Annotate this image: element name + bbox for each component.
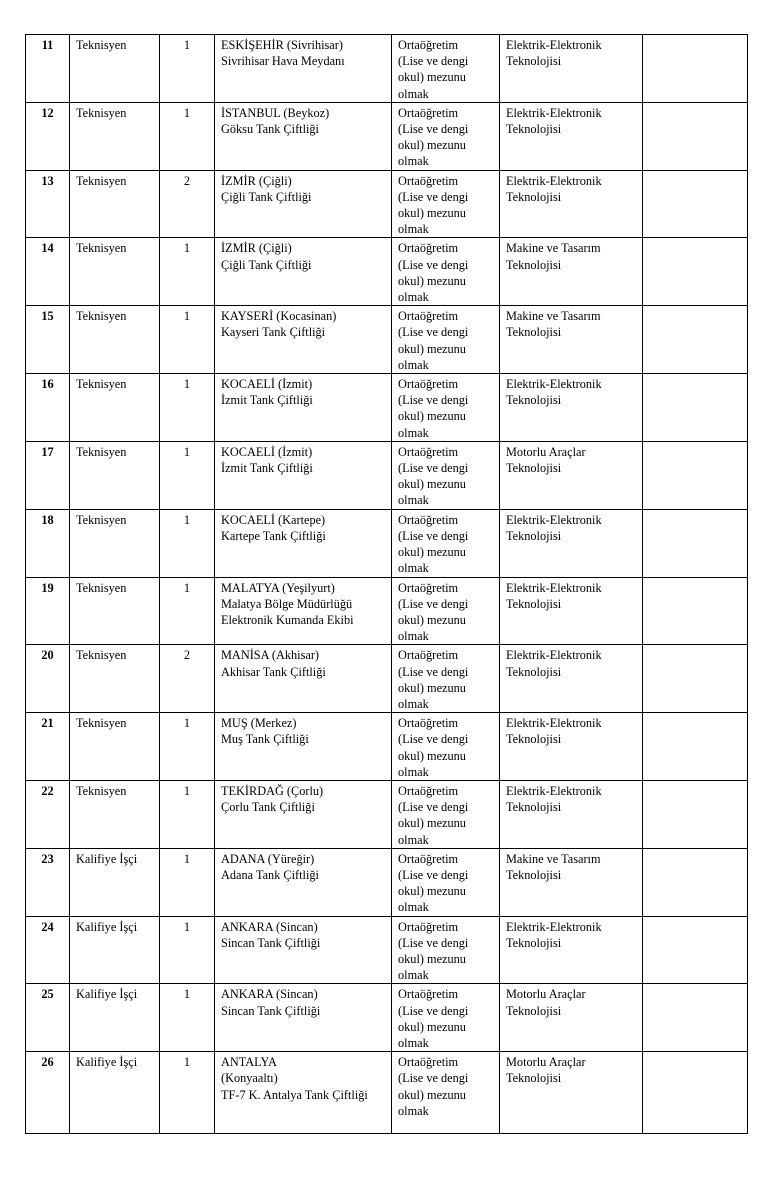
position-count-cell: 2 <box>160 170 215 238</box>
field-cell-line: Elektrik-Elektronik <box>506 38 602 52</box>
location-cell-line: Çiğli Tank Çiftliği <box>221 189 312 204</box>
location-cell-line: KOCAELİ (İzmit) <box>221 444 313 459</box>
field-cell-line: Elektrik-Elektronik <box>506 105 602 120</box>
position-count-cell: 1 <box>160 1052 215 1134</box>
education-cell-line: Ortaöğretim <box>398 919 459 934</box>
location-cell <box>215 102 392 170</box>
location-cell <box>215 238 392 306</box>
education-cell-line: Ortaöğretim <box>398 512 459 527</box>
location-cell-line: Göksu Tank Çiftliği <box>221 122 319 137</box>
education-cell-line: (Lise ve dengi <box>398 867 469 882</box>
location-cell-line: Malatya Bölge Müdürlüğü <box>221 596 353 611</box>
field-cell-line: Teknolojisi <box>506 732 562 747</box>
table-row <box>26 102 748 170</box>
location-cell-line: ANTALYA <box>221 1055 277 1070</box>
education-cell-line: (Lise ve dengi <box>398 189 469 204</box>
education-cell-line: Ortaöğretim <box>398 105 459 120</box>
row-number-cell: 25 <box>26 984 70 1052</box>
position-title-cell: Kalifiye İşçi <box>70 984 160 1052</box>
location-cell <box>215 306 392 374</box>
field-cell <box>500 645 643 713</box>
field-cell-line: Motorlu Araçlar <box>506 444 586 459</box>
education-cell <box>392 780 500 848</box>
location-cell-line: Sincan Tank Çiftliği <box>221 1003 321 1018</box>
field-cell-line: Elektrik-Elektronik <box>506 716 602 731</box>
field-cell <box>500 102 643 170</box>
field-cell <box>500 916 643 984</box>
location-cell-line: İZMİR (Çiğli) <box>221 241 292 256</box>
location-cell-line: İSTANBUL (Beykoz) <box>221 105 330 120</box>
position-count-cell: 1 <box>160 35 215 103</box>
field-cell-line: Elektrik-Elektronik <box>506 173 602 188</box>
education-cell-line: Ortaöğretim <box>398 716 459 731</box>
field-cell-line: Teknolojisi <box>506 1003 562 1018</box>
location-cell-line: Kartepe Tank Çiftliği <box>221 528 326 543</box>
education-cell-line: Ortaöğretim <box>398 38 459 52</box>
education-cell <box>392 713 500 781</box>
education-cell-line: (Lise ve dengi <box>398 800 469 815</box>
position-title-cell: Teknisyen <box>70 306 160 374</box>
field-cell-line: Makine ve Tasarım <box>506 241 601 256</box>
education-cell-line: okul) mezunu <box>398 816 466 831</box>
location-cell-line: ANKARA (Sincan) <box>221 919 318 934</box>
field-cell <box>500 780 643 848</box>
education-cell-line: olmak <box>398 832 429 847</box>
education-cell-line: olmak <box>398 764 429 779</box>
field-cell <box>500 509 643 577</box>
location-cell-line: Sincan Tank Çiftliği <box>221 935 321 950</box>
education-cell <box>392 509 500 577</box>
note-cell <box>643 509 748 577</box>
location-cell <box>215 1052 392 1134</box>
location-cell-line: ANKARA (Sincan) <box>221 987 318 1002</box>
education-cell <box>392 441 500 509</box>
education-cell-line: olmak <box>398 968 429 983</box>
table-row <box>26 645 748 713</box>
location-cell-line: MANİSA (Akhisar) <box>221 648 320 663</box>
row-number-cell: 24 <box>26 916 70 984</box>
education-cell <box>392 916 500 984</box>
education-cell-line: olmak <box>398 154 429 169</box>
education-cell-line: Ortaöğretim <box>398 1055 459 1070</box>
education-cell-line: olmak <box>398 1035 429 1050</box>
education-cell-line: okul) mezunu <box>398 477 466 492</box>
position-count-cell: 1 <box>160 238 215 306</box>
field-cell-line: Makine ve Tasarım <box>506 851 601 866</box>
positions-table <box>25 34 748 1134</box>
field-cell-line: Teknolojisi <box>506 393 562 408</box>
row-number-cell: 19 <box>26 577 70 645</box>
location-cell <box>215 170 392 238</box>
note-cell <box>643 848 748 916</box>
education-cell-line: (Lise ve dengi <box>398 1071 469 1086</box>
education-cell-line: olmak <box>398 1103 429 1118</box>
education-cell <box>392 645 500 713</box>
education-cell-line: okul) mezunu <box>398 951 466 966</box>
location-cell <box>215 848 392 916</box>
location-cell-line: İZMİR (Çiğli) <box>221 173 292 188</box>
note-cell <box>643 35 748 103</box>
note-cell <box>643 713 748 781</box>
location-cell <box>215 780 392 848</box>
position-title-cell: Teknisyen <box>70 577 160 645</box>
field-cell-line: Makine ve Tasarım <box>506 309 601 324</box>
position-count-cell: 1 <box>160 848 215 916</box>
position-title-cell: Teknisyen <box>70 374 160 442</box>
table-row <box>26 441 748 509</box>
row-number-cell: 16 <box>26 374 70 442</box>
table-row <box>26 306 748 374</box>
location-cell-line: TF-7 K. Antalya Tank Çiftliği <box>221 1087 368 1102</box>
location-cell-line: Adana Tank Çiftliği <box>221 867 319 882</box>
location-cell-line: Akhisar Tank Çiftliği <box>221 664 326 679</box>
field-cell <box>500 577 643 645</box>
table-row <box>26 1052 748 1134</box>
position-title-cell: Kalifiye İşçi <box>70 916 160 984</box>
row-number-cell: 13 <box>26 170 70 238</box>
location-cell <box>215 713 392 781</box>
education-cell-line: olmak <box>398 900 429 915</box>
education-cell-line: okul) mezunu <box>398 748 466 763</box>
row-number-cell: 11 <box>26 35 70 103</box>
note-cell <box>643 916 748 984</box>
field-cell <box>500 306 643 374</box>
education-cell-line: (Lise ve dengi <box>398 935 469 950</box>
field-cell <box>500 848 643 916</box>
table-row <box>26 713 748 781</box>
location-cell-line: KAYSERİ (Kocasinan) <box>221 309 337 324</box>
field-cell <box>500 1052 643 1134</box>
row-number-cell: 26 <box>26 1052 70 1134</box>
education-cell <box>392 848 500 916</box>
table-row <box>26 916 748 984</box>
education-cell-line: (Lise ve dengi <box>398 664 469 679</box>
education-cell-line: olmak <box>398 629 429 644</box>
field-cell <box>500 984 643 1052</box>
table-row <box>26 577 748 645</box>
location-cell-line: İzmit Tank Çiftliği <box>221 393 313 408</box>
education-cell-line: okul) mezunu <box>398 1087 466 1102</box>
education-cell-line: Ortaöğretim <box>398 783 459 798</box>
field-cell-line: Teknolojisi <box>506 800 562 815</box>
location-cell-line: ADANA (Yüreğir) <box>221 851 315 866</box>
location-cell-line: ESKİŞEHİR (Sivrihisar) <box>221 38 343 52</box>
note-cell <box>643 441 748 509</box>
location-cell <box>215 509 392 577</box>
education-cell-line: okul) mezunu <box>398 341 466 356</box>
field-cell <box>500 238 643 306</box>
location-cell-line: Elektronik Kumanda Ekibi <box>221 612 354 627</box>
field-cell-line: Teknolojisi <box>506 528 562 543</box>
location-cell-line: (Konyaaltı) <box>221 1071 278 1086</box>
table-body <box>26 35 748 1134</box>
note-cell <box>643 170 748 238</box>
position-count-cell: 1 <box>160 374 215 442</box>
table-row <box>26 238 748 306</box>
position-count-cell: 1 <box>160 916 215 984</box>
position-count-cell: 1 <box>160 577 215 645</box>
position-title-cell: Kalifiye İşçi <box>70 1052 160 1134</box>
table-row <box>26 780 748 848</box>
field-cell-line: Elektrik-Elektronik <box>506 512 602 527</box>
field-cell-line: Elektrik-Elektronik <box>506 919 602 934</box>
position-count-cell: 1 <box>160 102 215 170</box>
location-cell <box>215 577 392 645</box>
education-cell-line: (Lise ve dengi <box>398 596 469 611</box>
field-cell-line: Motorlu Araçlar <box>506 1055 586 1070</box>
education-cell-line: Ortaöğretim <box>398 444 459 459</box>
education-cell-line: okul) mezunu <box>398 273 466 288</box>
table-row <box>26 374 748 442</box>
position-title-cell: Teknisyen <box>70 780 160 848</box>
field-cell-line: Elektrik-Elektronik <box>506 648 602 663</box>
field-cell-line: Teknolojisi <box>506 1071 562 1086</box>
row-number-cell: 14 <box>26 238 70 306</box>
row-number-cell: 20 <box>26 645 70 713</box>
table-row <box>26 170 748 238</box>
education-cell <box>392 170 500 238</box>
note-cell <box>643 645 748 713</box>
education-cell-line: (Lise ve dengi <box>398 257 469 272</box>
position-count-cell: 1 <box>160 441 215 509</box>
note-cell <box>643 374 748 442</box>
location-cell <box>215 35 392 103</box>
location-cell-line: Kayseri Tank Çiftliği <box>221 325 326 340</box>
education-cell-line: (Lise ve dengi <box>398 1003 469 1018</box>
position-count-cell: 1 <box>160 306 215 374</box>
location-cell-line: Sivrihisar Hava Meydanı <box>221 54 345 69</box>
education-cell-line: olmak <box>398 561 429 576</box>
field-cell <box>500 170 643 238</box>
position-title-cell: Teknisyen <box>70 35 160 103</box>
location-cell-line: Çiğli Tank Çiftliği <box>221 257 312 272</box>
education-cell-line: Ortaöğretim <box>398 987 459 1002</box>
education-cell <box>392 577 500 645</box>
field-cell <box>500 713 643 781</box>
row-number-cell: 17 <box>26 441 70 509</box>
field-cell-line: Teknolojisi <box>506 257 562 272</box>
row-number-cell: 23 <box>26 848 70 916</box>
field-cell-line: Teknolojisi <box>506 122 562 137</box>
table-row <box>26 848 748 916</box>
table-row <box>26 984 748 1052</box>
education-cell-line: Ortaöğretim <box>398 851 459 866</box>
position-title-cell: Teknisyen <box>70 509 160 577</box>
education-cell-line: okul) mezunu <box>398 138 466 153</box>
location-cell-line: KOCAELİ (İzmit) <box>221 377 313 392</box>
education-cell-line: Ortaöğretim <box>398 309 459 324</box>
position-count-cell: 1 <box>160 984 215 1052</box>
field-cell-line: Teknolojisi <box>506 461 562 476</box>
field-cell-line: Teknolojisi <box>506 189 562 204</box>
education-cell-line: okul) mezunu <box>398 884 466 899</box>
field-cell <box>500 374 643 442</box>
position-count-cell: 1 <box>160 780 215 848</box>
note-cell <box>643 238 748 306</box>
field-cell <box>500 441 643 509</box>
education-cell-line: olmak <box>398 696 429 711</box>
field-cell-line: Teknolojisi <box>506 596 562 611</box>
note-cell <box>643 1052 748 1134</box>
field-cell-line: Motorlu Araçlar <box>506 987 586 1002</box>
row-number-cell: 22 <box>26 780 70 848</box>
position-title-cell: Teknisyen <box>70 645 160 713</box>
education-cell-line: olmak <box>398 425 429 440</box>
education-cell-line: okul) mezunu <box>398 409 466 424</box>
table-row <box>26 35 748 103</box>
field-cell-line: Teknolojisi <box>506 867 562 882</box>
education-cell-line: Ortaöğretim <box>398 580 459 595</box>
row-number-cell: 15 <box>26 306 70 374</box>
location-cell-line: Muş Tank Çiftliği <box>221 732 309 747</box>
field-cell-line: Teknolojisi <box>506 54 562 69</box>
field-cell-line: Teknolojisi <box>506 325 562 340</box>
location-cell-line: MALATYA (Yeşilyurt) <box>221 580 335 595</box>
education-cell-line: olmak <box>398 357 429 372</box>
position-title-cell: Teknisyen <box>70 713 160 781</box>
field-cell-line: Elektrik-Elektronik <box>506 377 602 392</box>
field-cell-line: Elektrik-Elektronik <box>506 783 602 798</box>
position-count-cell: 1 <box>160 509 215 577</box>
field-cell-line: Teknolojisi <box>506 664 562 679</box>
row-number-cell: 12 <box>26 102 70 170</box>
education-cell-line: Ortaöğretim <box>398 648 459 663</box>
education-cell <box>392 374 500 442</box>
education-cell-line: (Lise ve dengi <box>398 732 469 747</box>
position-title-cell: Kalifiye İşçi <box>70 848 160 916</box>
education-cell-line: (Lise ve dengi <box>398 325 469 340</box>
education-cell-line: Ortaöğretim <box>398 173 459 188</box>
education-cell <box>392 102 500 170</box>
location-cell <box>215 984 392 1052</box>
education-cell <box>392 238 500 306</box>
location-cell-line: KOCAELİ (Kartepe) <box>221 512 326 527</box>
field-cell-line: Teknolojisi <box>506 935 562 950</box>
location-cell <box>215 645 392 713</box>
education-cell-line: okul) mezunu <box>398 680 466 695</box>
note-cell <box>643 984 748 1052</box>
position-count-cell: 1 <box>160 713 215 781</box>
education-cell-line: okul) mezunu <box>398 206 466 221</box>
position-count-cell: 2 <box>160 645 215 713</box>
note-cell <box>643 577 748 645</box>
location-cell <box>215 441 392 509</box>
location-cell <box>215 916 392 984</box>
position-title-cell: Teknisyen <box>70 170 160 238</box>
note-cell <box>643 306 748 374</box>
education-cell <box>392 1052 500 1134</box>
education-cell <box>392 306 500 374</box>
location-cell <box>215 374 392 442</box>
note-cell <box>643 780 748 848</box>
position-title-cell: Teknisyen <box>70 102 160 170</box>
education-cell-line: (Lise ve dengi <box>398 54 469 69</box>
education-cell-line: okul) mezunu <box>398 70 466 85</box>
location-cell-line: Çorlu Tank Çiftliği <box>221 800 315 815</box>
field-cell <box>500 35 643 103</box>
education-cell-line: (Lise ve dengi <box>398 528 469 543</box>
position-title-cell: Teknisyen <box>70 238 160 306</box>
education-cell-line: olmak <box>398 222 429 237</box>
education-cell-line: olmak <box>398 290 429 305</box>
education-cell-line: (Lise ve dengi <box>398 393 469 408</box>
education-cell-line: olmak <box>398 86 429 101</box>
education-cell <box>392 984 500 1052</box>
location-cell-line: MUŞ (Merkez) <box>221 716 297 731</box>
education-cell-line: Ortaöğretim <box>398 241 459 256</box>
note-cell <box>643 102 748 170</box>
field-cell-line: Elektrik-Elektronik <box>506 580 602 595</box>
education-cell-line: okul) mezunu <box>398 612 466 627</box>
position-title-cell: Teknisyen <box>70 441 160 509</box>
education-cell-line: (Lise ve dengi <box>398 122 469 137</box>
location-cell-line: İzmit Tank Çiftliği <box>221 461 313 476</box>
row-number-cell: 18 <box>26 509 70 577</box>
education-cell-line: (Lise ve dengi <box>398 461 469 476</box>
education-cell-line: okul) mezunu <box>398 545 466 560</box>
location-cell-line: TEKİRDAĞ (Çorlu) <box>221 783 324 798</box>
education-cell <box>392 35 500 103</box>
education-cell-line: Ortaöğretim <box>398 377 459 392</box>
row-number-cell: 21 <box>26 713 70 781</box>
education-cell-line: olmak <box>398 493 429 508</box>
table-row <box>26 509 748 577</box>
education-cell-line: okul) mezunu <box>398 1019 466 1034</box>
